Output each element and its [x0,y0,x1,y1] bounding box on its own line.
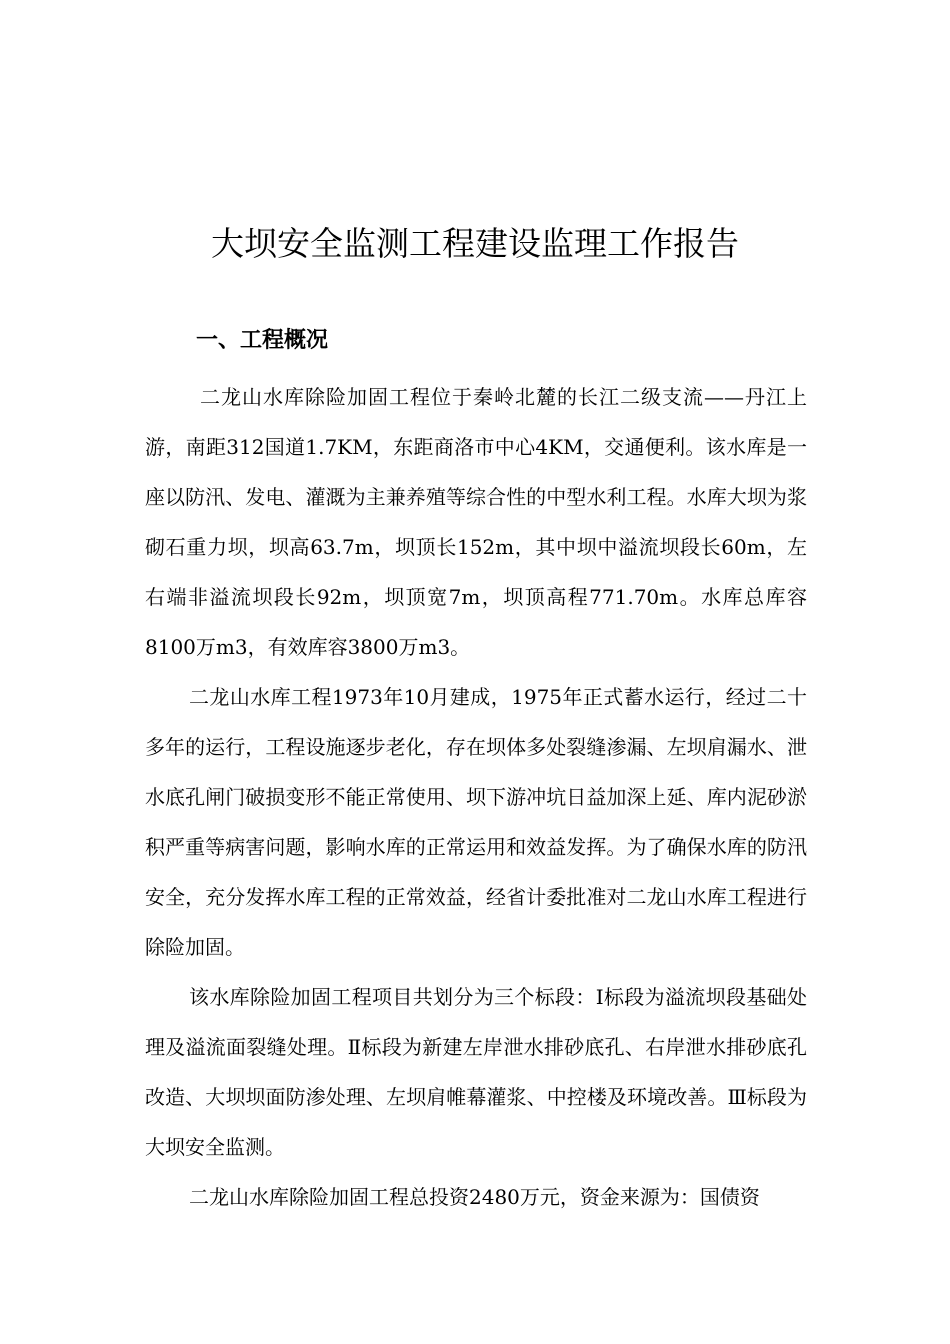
paragraph-project-location: 二龙山水库除险加固工程位于秦岭北麓的长江二级支流——丹江上游，南距312国道1.7KM，东距商洛市中心4KM，交通便利。该水库是一座以防汛、发电、灌溉为主兼养殖等综合性的中型水利工程。水库大坝为浆砌石重力坝，坝高63.7m，坝顶长152m，其中坝中溢流坝段长60m，左右端非溢流坝段长92m，坝顶宽7m，坝顶高程771.70m。水库总库容8100万m3，有效库容3800万m3。 [145,385,807,659]
paragraph-project-sections: 该水库除险加固工程项目共划分为三个标段：Ⅰ标段为溢流坝段基础处理及溢流面裂缝处理。Ⅱ标段为新建左岸泄水排砂底孔、右岸泄水排砂底孔改造、大坝坝面防渗处理、左坝肩帷幕灌浆、中控楼及环境改善。Ⅲ标段为大坝安全监测。 [145,985,807,1159]
document-title: 大坝安全监测工程建设监理工作报告 [211,224,739,263]
section-heading: 一、工程概况 [196,328,329,353]
paragraph-project-investment: 二龙山水库除险加固工程总投资2480万元，资金来源为：国债资 [189,1185,760,1209]
paragraph-project-history: 二龙山水库工程1973年10月建成，1975年正式蓄水运行，经过二十多年的运行，工程设施逐步老化，存在坝体多处裂缝渗漏、左坝肩漏水、泄水底孔闸门破损变形不能正常使用、坝下游冲坑日益加深上延、库内泥砂淤积严重等病害问题，影响水库的正常运用和效益发挥。为了确保水库的防汛安全，充分发挥水库工程的正常效益，经省计委批准对二龙山水库工程进行除险加固。 [145,685,807,959]
section-body [145,372,807,1222]
